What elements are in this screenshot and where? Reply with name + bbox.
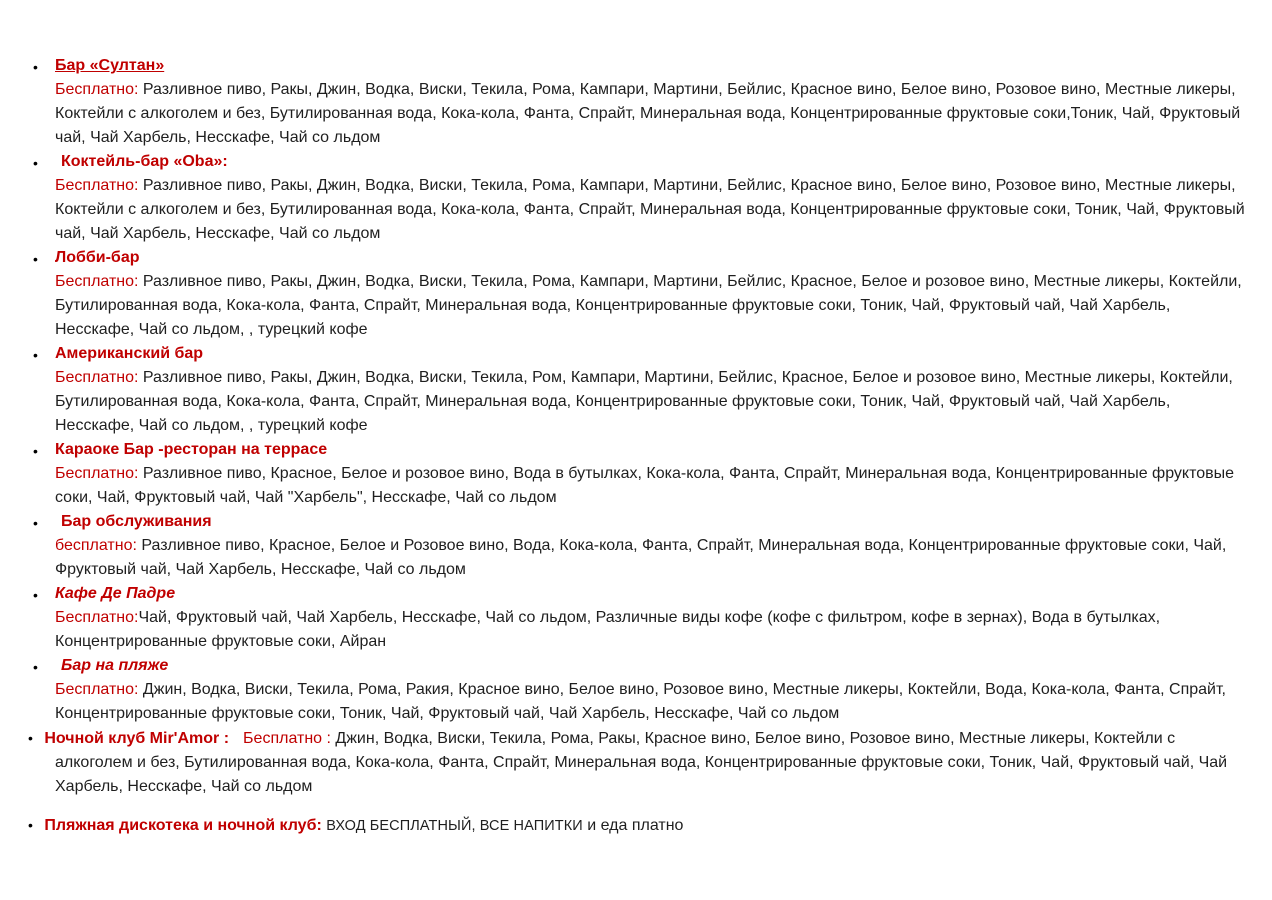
bar-list-item — [55, 342, 1247, 438]
bar-items-text: Разливное пиво, Ракы, Джин, Водка, Виски, Текила, Ром, Кампари, Мартини, Бейлис, Красное, Белое и розовое вино, Местные ликеры, Коктейли, Бутилированная вода, Кока-кола, Фанта, Спрайт, Минеральная вода, Концентрированные фруктовые соки, Тоник, Чай, Фруктовый чай, Чай Харбель, Несскафе, Чай со льдом, , турецкий кофе — [55, 369, 1233, 434]
paid-note-text: и еда платно — [587, 817, 684, 834]
bar-description — [55, 678, 1247, 726]
bar-description — [55, 366, 1247, 438]
bar-name: Бар обслуживания — [61, 513, 212, 530]
bar-name: Лобби-бар — [55, 249, 140, 266]
bar-items-text: Разливное пиво, Красное, Белое и Розовое вино, Вода, Кока-кола, Фанта, Спрайт, Минеральная вода, Концентрированные фруктовые соки, Чай, Фруктовый чай, Чай Харбель, Несскафе, Чай со льдом — [55, 537, 1227, 578]
bar-items-text: Разливное пиво, Красное, Белое и розовое вино, Вода в бутылках, Кока-кола, Фанта, Спрайт, Минеральная вода, Концентрированные фруктовые соки, Чай, Фруктовый чай, Чай "Харбель", Несскафе, Чай со льдом — [55, 465, 1235, 506]
bar-title-line — [55, 246, 1247, 270]
bar-items-text: Чай, Фруктовый чай, Чай Харбель, Несскафе, Чай со льдом, Различные виды кофе (кофе с фильтром, кофе в зернах), Вода в бутылках, Концентрированные фруктовые соки, Айран — [55, 609, 1161, 650]
bar-list-item — [55, 438, 1247, 510]
bar-name: Пляжная дискотека и ночной клуб: — [44, 817, 322, 834]
bar-title-line — [55, 342, 1247, 366]
free-label: Бесплатно: — [55, 177, 143, 194]
free-label: Бесплатно: — [55, 273, 143, 290]
bar-list-item — [55, 54, 1247, 150]
free-label: бесплатно: — [55, 537, 142, 554]
bar-name: Американский бар — [55, 345, 204, 362]
night-club-list-item — [44, 726, 1247, 799]
bar-list-item — [55, 150, 1247, 246]
document-page — [44, 54, 1247, 838]
free-label: Бесплатно: — [55, 369, 143, 386]
bar-description — [55, 606, 1247, 654]
bar-description — [55, 534, 1247, 582]
bar-title-line — [55, 150, 1247, 174]
bar-title-line — [55, 654, 1247, 678]
free-label: Бесплатно: — [55, 465, 143, 482]
bar-description — [55, 174, 1247, 246]
bar-name: Кафе Де Падре — [55, 585, 176, 602]
bar-title-line — [55, 510, 1247, 534]
entrance-free-text: ВХОД БЕСПЛАТНЫЙ, ВСЕ НАПИТКИ — [326, 818, 583, 834]
bar-title-line — [55, 582, 1247, 606]
bar-description — [55, 462, 1247, 510]
bar-title-line — [55, 54, 1247, 78]
bar-name: Коктейль-бар «Oba»: — [61, 153, 228, 170]
free-label: Бесплатно: — [55, 681, 143, 698]
bar-items-text: Разливное пиво, Ракы, Джин, Водка, Виски, Текила, Рома, Кампари, Мартини, Бейлис, Красное, Белое и розовое вино, Местные ликеры, Коктейли, Бутилированная вода, Кока-кола, Фанта, Спрайт, Минеральная вода, Концентрированные фруктовые соки, Тоник, Чай, Фруктовый чай, Чай Харбель, Несскафе, Чай со льдом, , турецкий кофе — [55, 273, 1242, 338]
beach-disco-list-item — [44, 813, 1247, 838]
bar-items-text: Джин, Водка, Виски, Текила, Рома, Ракы, Красное вино, Белое вино, Розовое вино, Местные ликеры, Коктейли с алкоголем и без, Бутилированная вода, Кока-кола, Фанта, Спрайт, Минеральная вода, Концентрированные фруктовые соки, Тоник, Чай, Фруктовый чай, Чай Харбель, Несскафе, Чай со льдом — [55, 730, 1228, 795]
bar-description — [55, 270, 1247, 342]
bar-description — [55, 78, 1247, 150]
bar-list-item — [55, 582, 1247, 654]
bar-name: Ночной клуб Mir'Amor : — [44, 730, 230, 747]
bar-list-item — [55, 654, 1247, 726]
bar-title-line — [55, 438, 1247, 462]
free-label: Бесплатно : — [243, 730, 336, 747]
bar-name: Караоке Бар -ресторан на террасе — [55, 441, 328, 458]
bar-list-item — [55, 510, 1247, 582]
bar-items-text: Разливное пиво, Ракы, Джин, Водка, Виски, Текила, Рома, Кампари, Мартини, Бейлис, Красное вино, Белое вино, Розовое вино, Местные ликеры, Коктейли с алкоголем и без, Бутилированная вода, Кока-кола, Фанта, Спрайт, Минеральная вода, Концентрированные фруктовые соки,Тоник, Чай, Фруктовый чай, Чай Харбель, Несскафе, Чай со льдом — [55, 81, 1241, 146]
free-label: Бесплатно: — [55, 609, 139, 626]
free-label: Бесплатно: — [55, 81, 143, 98]
bar-name: Бар «Султан» — [55, 57, 165, 74]
bar-items-text: Разливное пиво, Ракы, Джин, Водка, Виски, Текила, Рома, Кампари, Мартини, Бейлис, Красное вино, Белое вино, Розовое вино, Местные ликеры, Коктейли с алкоголем и без, Бутилированная вода, Кока-кола, Фанта, Спрайт, Минеральная вода, Концентрированные фруктовые соки, Тоник, Чай, Фруктовый чай, Чай Харбель, Несскафе, Чай со льдом — [55, 177, 1245, 242]
bar-items-text: Джин, Водка, Виски, Текила, Рома, Ракия, Красное вино, Белое вино, Розовое вино, Местные ликеры, Коктейли, Вода, Кока-кола, Фанта, Спрайт, Концентрированные фруктовые соки, Тоник, Чай, Фруктовый чай, Чай Харбель, Несскафе, Чай со льдом — [55, 681, 1226, 722]
bar-name: Бар на пляже — [61, 657, 169, 674]
bar-list-item — [55, 246, 1247, 342]
